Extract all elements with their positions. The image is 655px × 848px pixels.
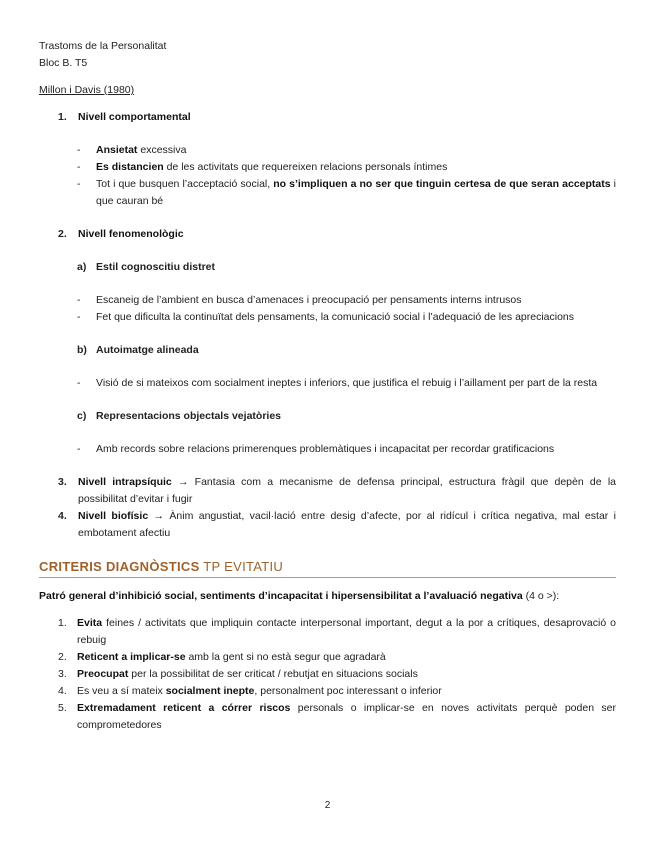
list-item: - Amb records sobre relacions primerenques problemàtiques i incapacitat per recordar gratificacions <box>39 441 616 458</box>
sublevel-c-list <box>39 441 616 458</box>
level-2-heading: 2. Nivell fenomenològic <box>58 228 184 240</box>
sublevel-a-list <box>39 292 616 326</box>
list-item: 5. Extremadament reticent a córrer riscos personals o implicar-se en noves activitats perquè poden ser comprometedores <box>58 702 617 731</box>
sublevel-b-heading: b) Autoimatge alineada <box>77 344 199 356</box>
sublevel-c-heading: c) Representacions objectals vejatòries <box>77 410 281 422</box>
doc-subtitle: Bloc B. T5 <box>39 57 88 69</box>
list-item: - Escaneig de l’ambient en busca d’amenaces i preocupació per pensaments interns intrusos <box>39 292 616 309</box>
doc-title: Trastoms de la Personalitat <box>39 40 167 52</box>
list-item: - Tot i que busquen l’acceptació social, no s’impliquen a no ser que tinguin certesa de que seran acceptats i que cauran bé <box>39 176 616 210</box>
sublevel-b-list <box>39 375 616 392</box>
list-item: 2. Reticent a implicar-se amb la gent si no està segur que agradarà <box>58 651 386 663</box>
level-3-item: 3. Nivell intrapsíquic → Fantasia com a mecanisme de defensa principal, estructura fràgil que depèn de la possibilitat d’evitar i fugir <box>58 476 616 505</box>
level-4-item: 4. Nivell biofísic → Ànim angustiat, vacil·lació entre desig d’afecte, por al ridícul i crítica negativa, mal estar i embotament afectiu <box>58 510 616 539</box>
list-item: - Fet que dificulta la continuïtat dels pensaments, la comunicació social i l’adequació de les apreciacions <box>39 309 616 326</box>
page-number: 2 <box>324 800 331 811</box>
list-item: 4. Es veu a sí mateix socialment inepte, personalment poc interessant o inferior <box>58 685 442 697</box>
list-item: - Ansietat excessiva <box>39 142 616 159</box>
list-item: - Visió de si mateixos com socialment ineptes i inferiors, que justifica el rebuig i l’aillament per part de la resta <box>39 375 616 392</box>
document-page <box>39 38 616 734</box>
criteria-heading: CRITERIS DIAGNÒSTICS TP EVITATIU <box>39 558 616 578</box>
list-item: - Es distancien de les activitats que requereixen relacions personals íntimes <box>39 159 616 176</box>
list-item: 1. Evita feines / activitats que impliquin contacte interpersonal important, degut a la por a crítiques, desaprovació o rebuig <box>58 617 616 646</box>
level-1-heading: 1. Nivell comportamental <box>58 111 191 123</box>
list-item: 3. Preocupat per la possibilitat de ser criticat / rebutjat en situacions socials <box>58 668 418 680</box>
sublevel-a-heading: a) Estil cognoscitiu distret <box>77 261 216 273</box>
criteria-intro: Patró general d’inhibició social, sentiments d’incapacitat i hipersensibilitat a l’avaluació negativa (4 o >): <box>39 590 560 602</box>
source-reference: Millon i Davis (1980) <box>39 84 135 96</box>
criteria-list <box>39 615 616 734</box>
level-1-list <box>39 142 616 210</box>
